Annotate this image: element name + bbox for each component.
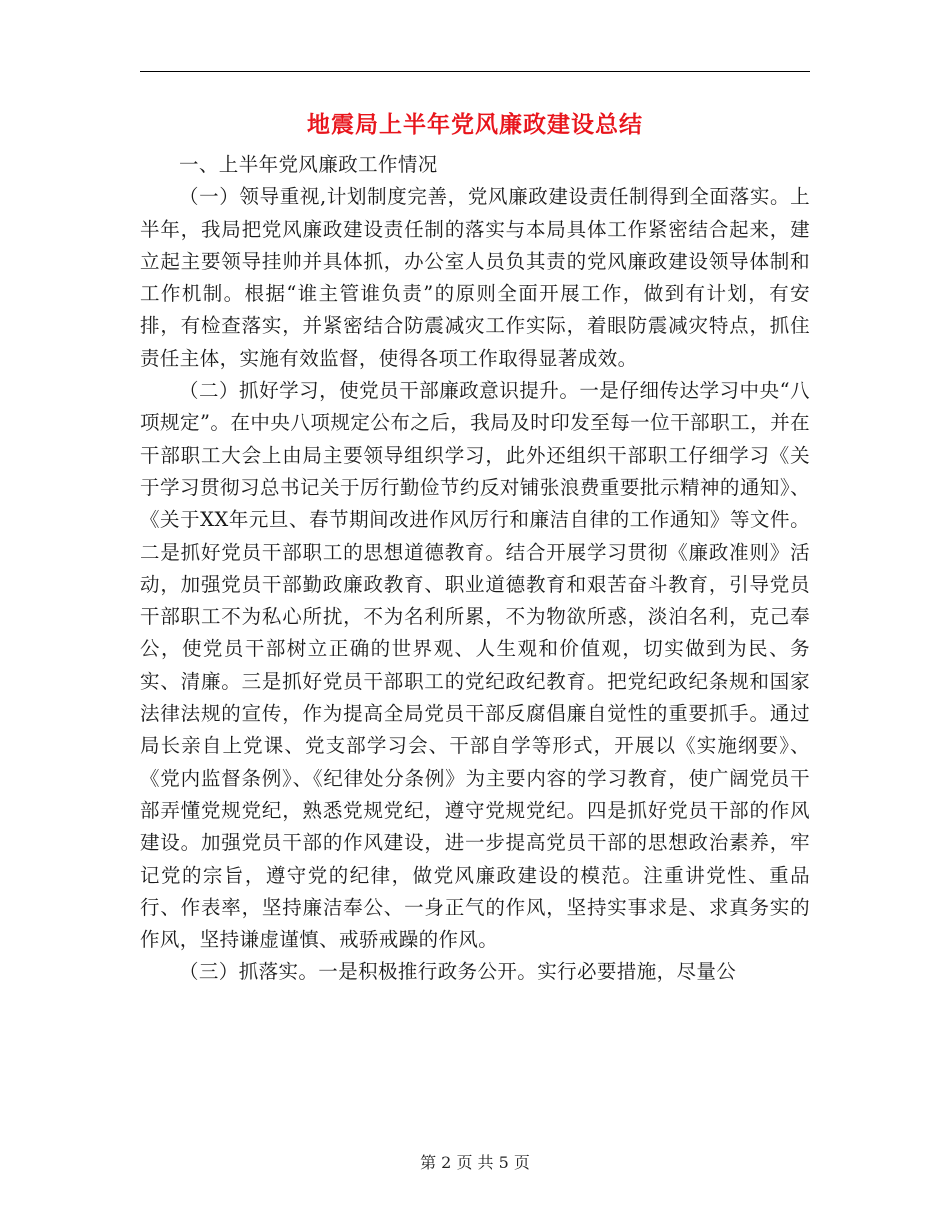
document-body: [140, 149, 810, 989]
header-rule: [140, 71, 810, 72]
page-number: 第 2 页 共 5 页: [420, 1153, 530, 1172]
body-paragraph-3: （三）抓落实。一是积极推行政务公开。实行必要措施，尽量公: [179, 960, 737, 984]
section-heading: 一、上半年党风廉政工作情况: [179, 153, 438, 176]
body-paragraph-1: （一）领导重视,计划制度完善，党风廉政建设责任制得到全面落实。上半年，我局把党风廉政建设责任制的落实与本局具体工作紧密结合起来，建立起主要领导挂帅并具体抓，办公室人员负其责的党风廉政建设领导体制和工作机制。根据“谁主管谁负责”的原则全面开展工作，做到有计划，有安排，有检查落实，并紧密结合防震减灾工作实际，着眼防震减灾特点，抓住责任主体，实施有效监督，使得各项工作取得显著成效。: [140, 185, 810, 370]
document-title: 地震局上半年党风廉政建设总结: [307, 111, 643, 138]
body-paragraph-2: （二）抓好学习，使党员干部廉政意识提升。一是仔细传达学习中央“八项规定”。在中央八项规定公布之后，我局及时印发至每一位干部职工，并在干部职工大会上由局主要领导组织学习，此外还组织干部职工仔细学习《关于学习贯彻习总书记关于厉行勤俭节约反对铺张浪费重要批示精神的通知》、《关于XX年元旦、春节期间改进作风厉行和廉洁自律的工作通知》等文件。二是抓好党员干部职工的思想道德教育。结合开展学习贯彻《廉政准则》活动，加强党员干部勤政廉政教育、职业道德教育和艰苦奋斗教育，引导党员干部职工不为私心所扰，不为名利所累，不为物欲所惑，淡泊名利，克己奉公，使党员干部树立正确的世界观、人生观和价值观，切实做到为民、务实、清廉。三是抓好党员干部职工的党纪政纪教育。把党纪政纪条规和国家法律法规的宣传，作为提高全局党员干部反腐倡廉自觉性的重要抓手。通过局长亲自上党课、党支部学习会、干部自学等形式，开展以《实施纲要》、《党内监督条例》、《纪律处分条例》为主要内容的学习教育，使广阔党员干部弄懂党规党纪，熟悉党规党纪，遵守党规党纪。四是抓好党员干部的作风建设。加强党员干部的作风建设，进一步提高党员干部的思想政治素养，牢记党的宗旨，遵守党的纪律，做党风廉政建设的模范。注重讲党性、重品行、作表率，坚持廉洁奉公、一身正气的作风，坚持实事求是、求真务实的作风，坚持谦虚谨慎、戒骄戒躁的作风。: [140, 379, 810, 952]
